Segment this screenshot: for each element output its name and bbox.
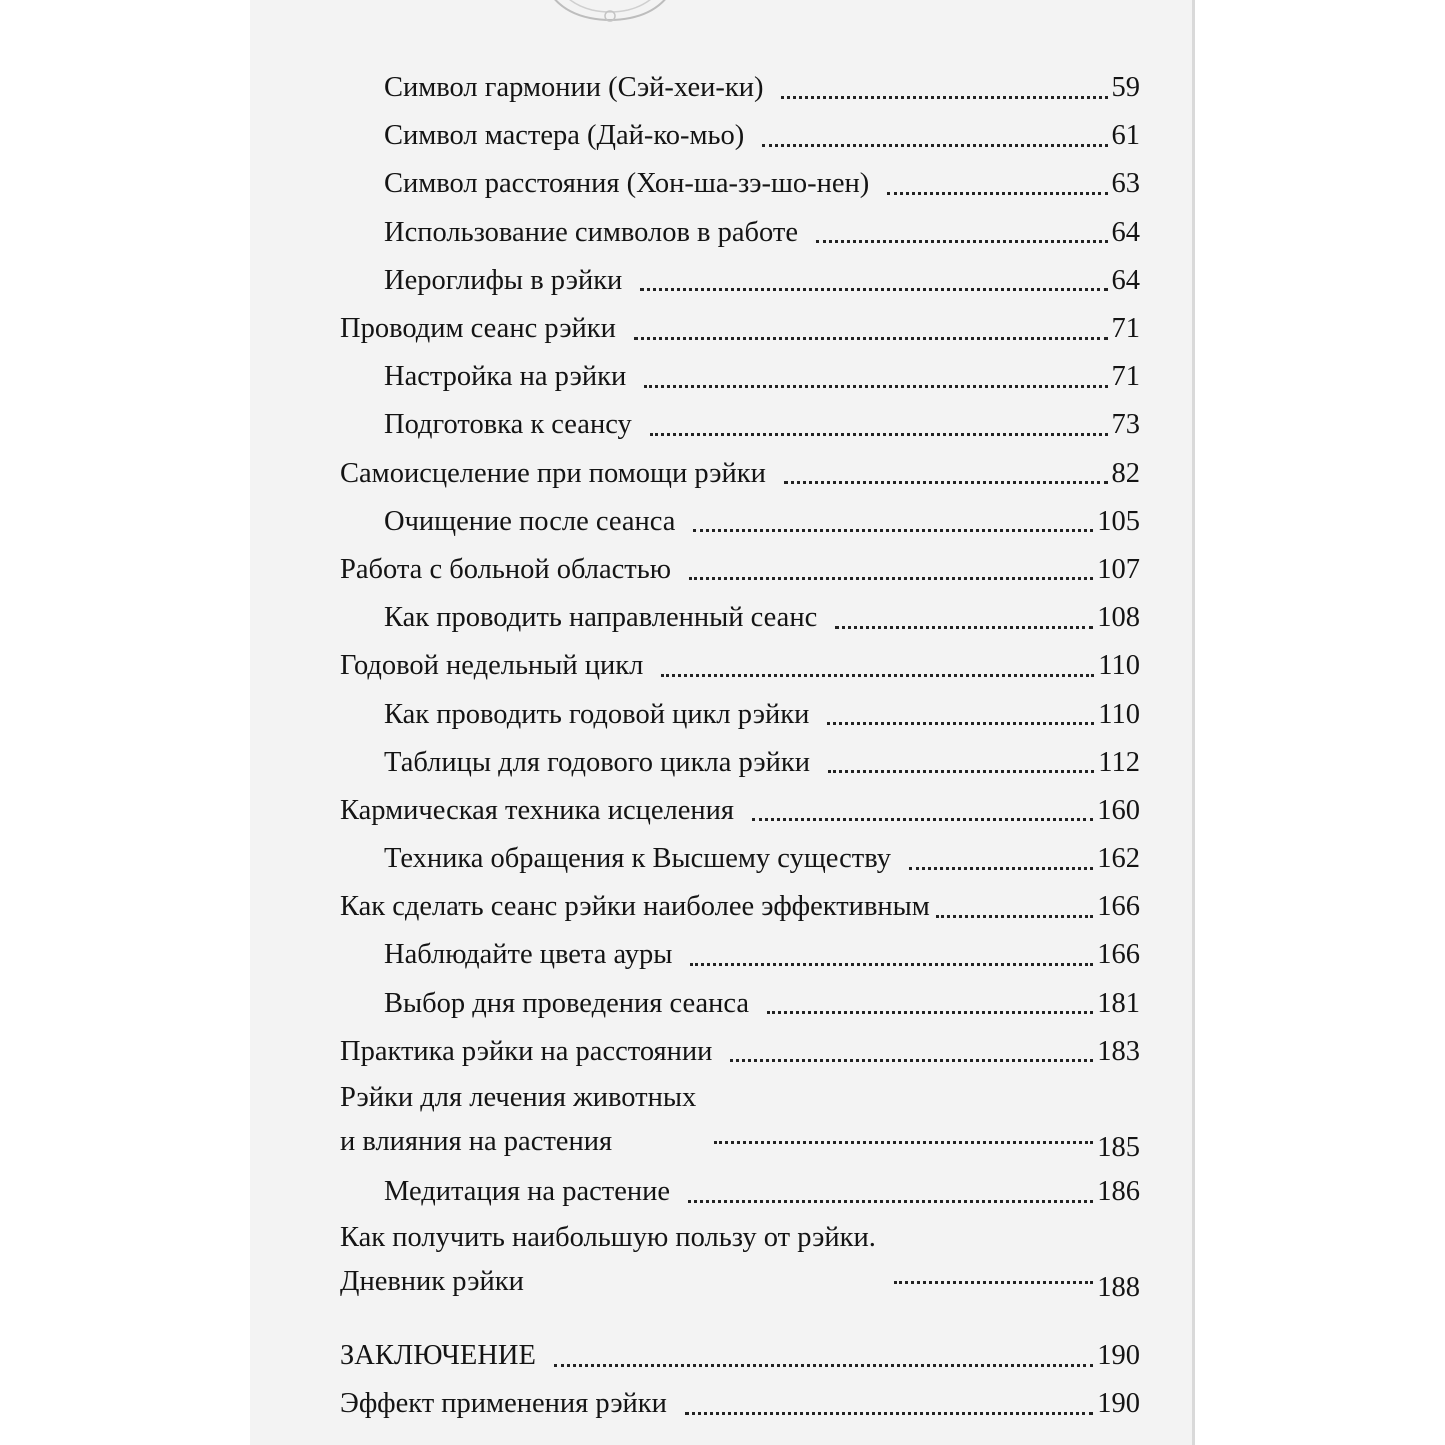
toc-entry — [340, 1332, 1140, 1380]
toc-entry — [340, 787, 1140, 835]
toc-entry-title: Таблицы для годового цикла рэйки — [384, 746, 811, 778]
toc-page-number: 59 — [1111, 72, 1140, 104]
toc-entry — [340, 546, 1140, 594]
toc-page-number: 162 — [1097, 843, 1140, 875]
toc-page-number: 61 — [1111, 120, 1140, 152]
toc-page-number: 110 — [1098, 698, 1140, 730]
page-edge — [1192, 0, 1195, 1445]
toc-page-number: 108 — [1097, 602, 1140, 634]
toc-entry — [340, 883, 1140, 931]
toc-page-number: 166 — [1097, 939, 1140, 971]
toc-entry-title: Как сделать сеанс рэйки наиболее эффективным — [340, 891, 930, 923]
toc-entry-title: Как проводить годовой цикл рэйки — [384, 698, 810, 730]
dot-leader — [762, 144, 1107, 147]
toc-page-number: 64 — [1111, 216, 1140, 248]
toc-entry-title: Очищение после сеанса — [384, 505, 676, 537]
dot-leader — [767, 1011, 1093, 1014]
toc-page-number: 160 — [1097, 794, 1140, 826]
toc-entry — [340, 401, 1140, 449]
dot-leader — [827, 722, 1094, 725]
toc-entry-title: Эффект применения рэйки — [340, 1388, 667, 1420]
dot-leader — [828, 770, 1094, 773]
toc-page-number: 73 — [1111, 409, 1140, 441]
dot-leader — [554, 1364, 1093, 1367]
toc-entry-title: Проводим сеанс рэйки — [340, 313, 616, 345]
toc-page-number: 82 — [1111, 457, 1140, 489]
toc-entry-title: Настройка на рэйки — [384, 361, 627, 393]
toc-entry — [340, 1380, 1140, 1428]
dot-leader — [936, 915, 1093, 918]
toc-entry — [340, 498, 1140, 546]
table-of-contents — [340, 64, 1140, 1429]
toc-entry-title: Годовой недельный цикл — [340, 650, 644, 682]
toc-entry-title: Кармическая техника исцеления — [340, 794, 734, 826]
toc-entry-title: Символ расстояния (Хон-ша-зэ-шо-нен) — [384, 168, 870, 200]
toc-page-number: 71 — [1111, 313, 1140, 345]
toc-entry-title: Подготовка к сеансу — [384, 409, 632, 441]
toc-entry — [340, 305, 1140, 353]
toc-page-number: 166 — [1097, 891, 1140, 923]
toc-page-number: 190 — [1097, 1388, 1140, 1420]
toc-page-number: 190 — [1097, 1340, 1140, 1372]
dot-leader — [835, 626, 1093, 629]
dot-leader — [690, 963, 1093, 966]
toc-entry — [340, 257, 1140, 305]
toc-entry — [340, 160, 1140, 208]
toc-entry-title: Символ гармонии (Сэй-хеи-ки) — [384, 72, 764, 104]
toc-page-number: 110 — [1098, 650, 1140, 682]
toc-entry — [340, 1168, 1140, 1216]
dot-leader — [634, 337, 1108, 340]
toc-page-number: 181 — [1097, 987, 1140, 1019]
toc-entry — [340, 642, 1140, 690]
dot-leader — [644, 385, 1107, 388]
toc-page-number: 105 — [1097, 505, 1140, 537]
toc-entry-title: Выбор дня проведения сеанса — [384, 987, 750, 1019]
toc-entry — [340, 112, 1140, 160]
dot-leader — [689, 577, 1093, 580]
dot-leader — [784, 481, 1108, 484]
toc-page-number: 186 — [1097, 1176, 1140, 1208]
toc-entry-title: Наблюдайте цвета ауры — [384, 939, 673, 971]
toc-entry-title: Медитация на растение — [384, 1176, 671, 1208]
toc-page-number: 188 — [1097, 1272, 1140, 1304]
dot-leader — [816, 240, 1107, 243]
toc-entry-title: Символ мастера (Дай-ко-мьо) — [384, 120, 745, 152]
dot-leader — [909, 867, 1093, 870]
toc-entry-title-line-2: Дневник рэйки — [340, 1266, 524, 1298]
toc-entry-title-line-1: Рэйки для лечения животных — [340, 1081, 697, 1113]
toc-entry-title: ЗАКЛЮЧЕНИЕ — [340, 1340, 536, 1372]
toc-entry-title-line-1: Как получить наибольшую пользу от рэйки. — [340, 1222, 876, 1254]
toc-entry — [340, 690, 1140, 738]
toc-entry — [340, 1076, 1140, 1168]
toc-entry — [340, 450, 1140, 498]
dot-leader — [894, 1281, 1093, 1284]
dot-leader — [714, 1141, 1093, 1144]
toc-entry — [340, 1216, 1140, 1308]
toc-page-number: 71 — [1111, 361, 1140, 393]
toc-entry — [340, 931, 1140, 979]
toc-entry-title: Использование символов в работе — [384, 216, 799, 248]
toc-entry — [340, 739, 1140, 787]
toc-entry-title: Техника обращения к Высшему существу — [384, 843, 891, 875]
toc-page-number: 183 — [1097, 1035, 1140, 1067]
dot-leader — [730, 1059, 1093, 1062]
toc-entry-title: Работа с больной областью — [340, 553, 672, 585]
toc-entry-title: Иероглифы в рэйки — [384, 264, 623, 296]
toc-entry-title: Самоисцеление при помощи рэйки — [340, 457, 766, 489]
toc-page-number: 63 — [1111, 168, 1140, 200]
dot-leader — [650, 433, 1108, 436]
dot-leader — [685, 1412, 1093, 1415]
toc-page-number: 185 — [1097, 1131, 1140, 1163]
dot-leader — [781, 96, 1107, 99]
toc-entry — [340, 209, 1140, 257]
toc-entry — [340, 594, 1140, 642]
toc-entry — [340, 835, 1140, 883]
toc-entry-title: Как проводить направленный сеанс — [384, 602, 818, 634]
toc-entry — [340, 353, 1140, 401]
toc-entry-title: Практика рэйки на расстоянии — [340, 1035, 713, 1067]
dot-leader — [661, 674, 1094, 677]
toc-page-number: 107 — [1097, 553, 1140, 585]
dot-leader — [640, 288, 1107, 291]
toc-entry-title — [340, 1216, 876, 1304]
dot-leader — [887, 192, 1107, 195]
toc-entry — [340, 64, 1140, 112]
decorative-ornament-icon — [530, 0, 690, 40]
toc-entry-title-line-2: и влияния на растения — [340, 1125, 613, 1157]
dot-leader — [688, 1200, 1093, 1203]
toc-page-number: 112 — [1098, 746, 1140, 778]
toc-entry — [340, 980, 1140, 1028]
toc-page-number: 64 — [1111, 264, 1140, 296]
dot-leader — [693, 529, 1093, 532]
toc-entry — [340, 1028, 1140, 1076]
toc-entry-title — [340, 1076, 696, 1164]
dot-leader — [752, 818, 1093, 821]
